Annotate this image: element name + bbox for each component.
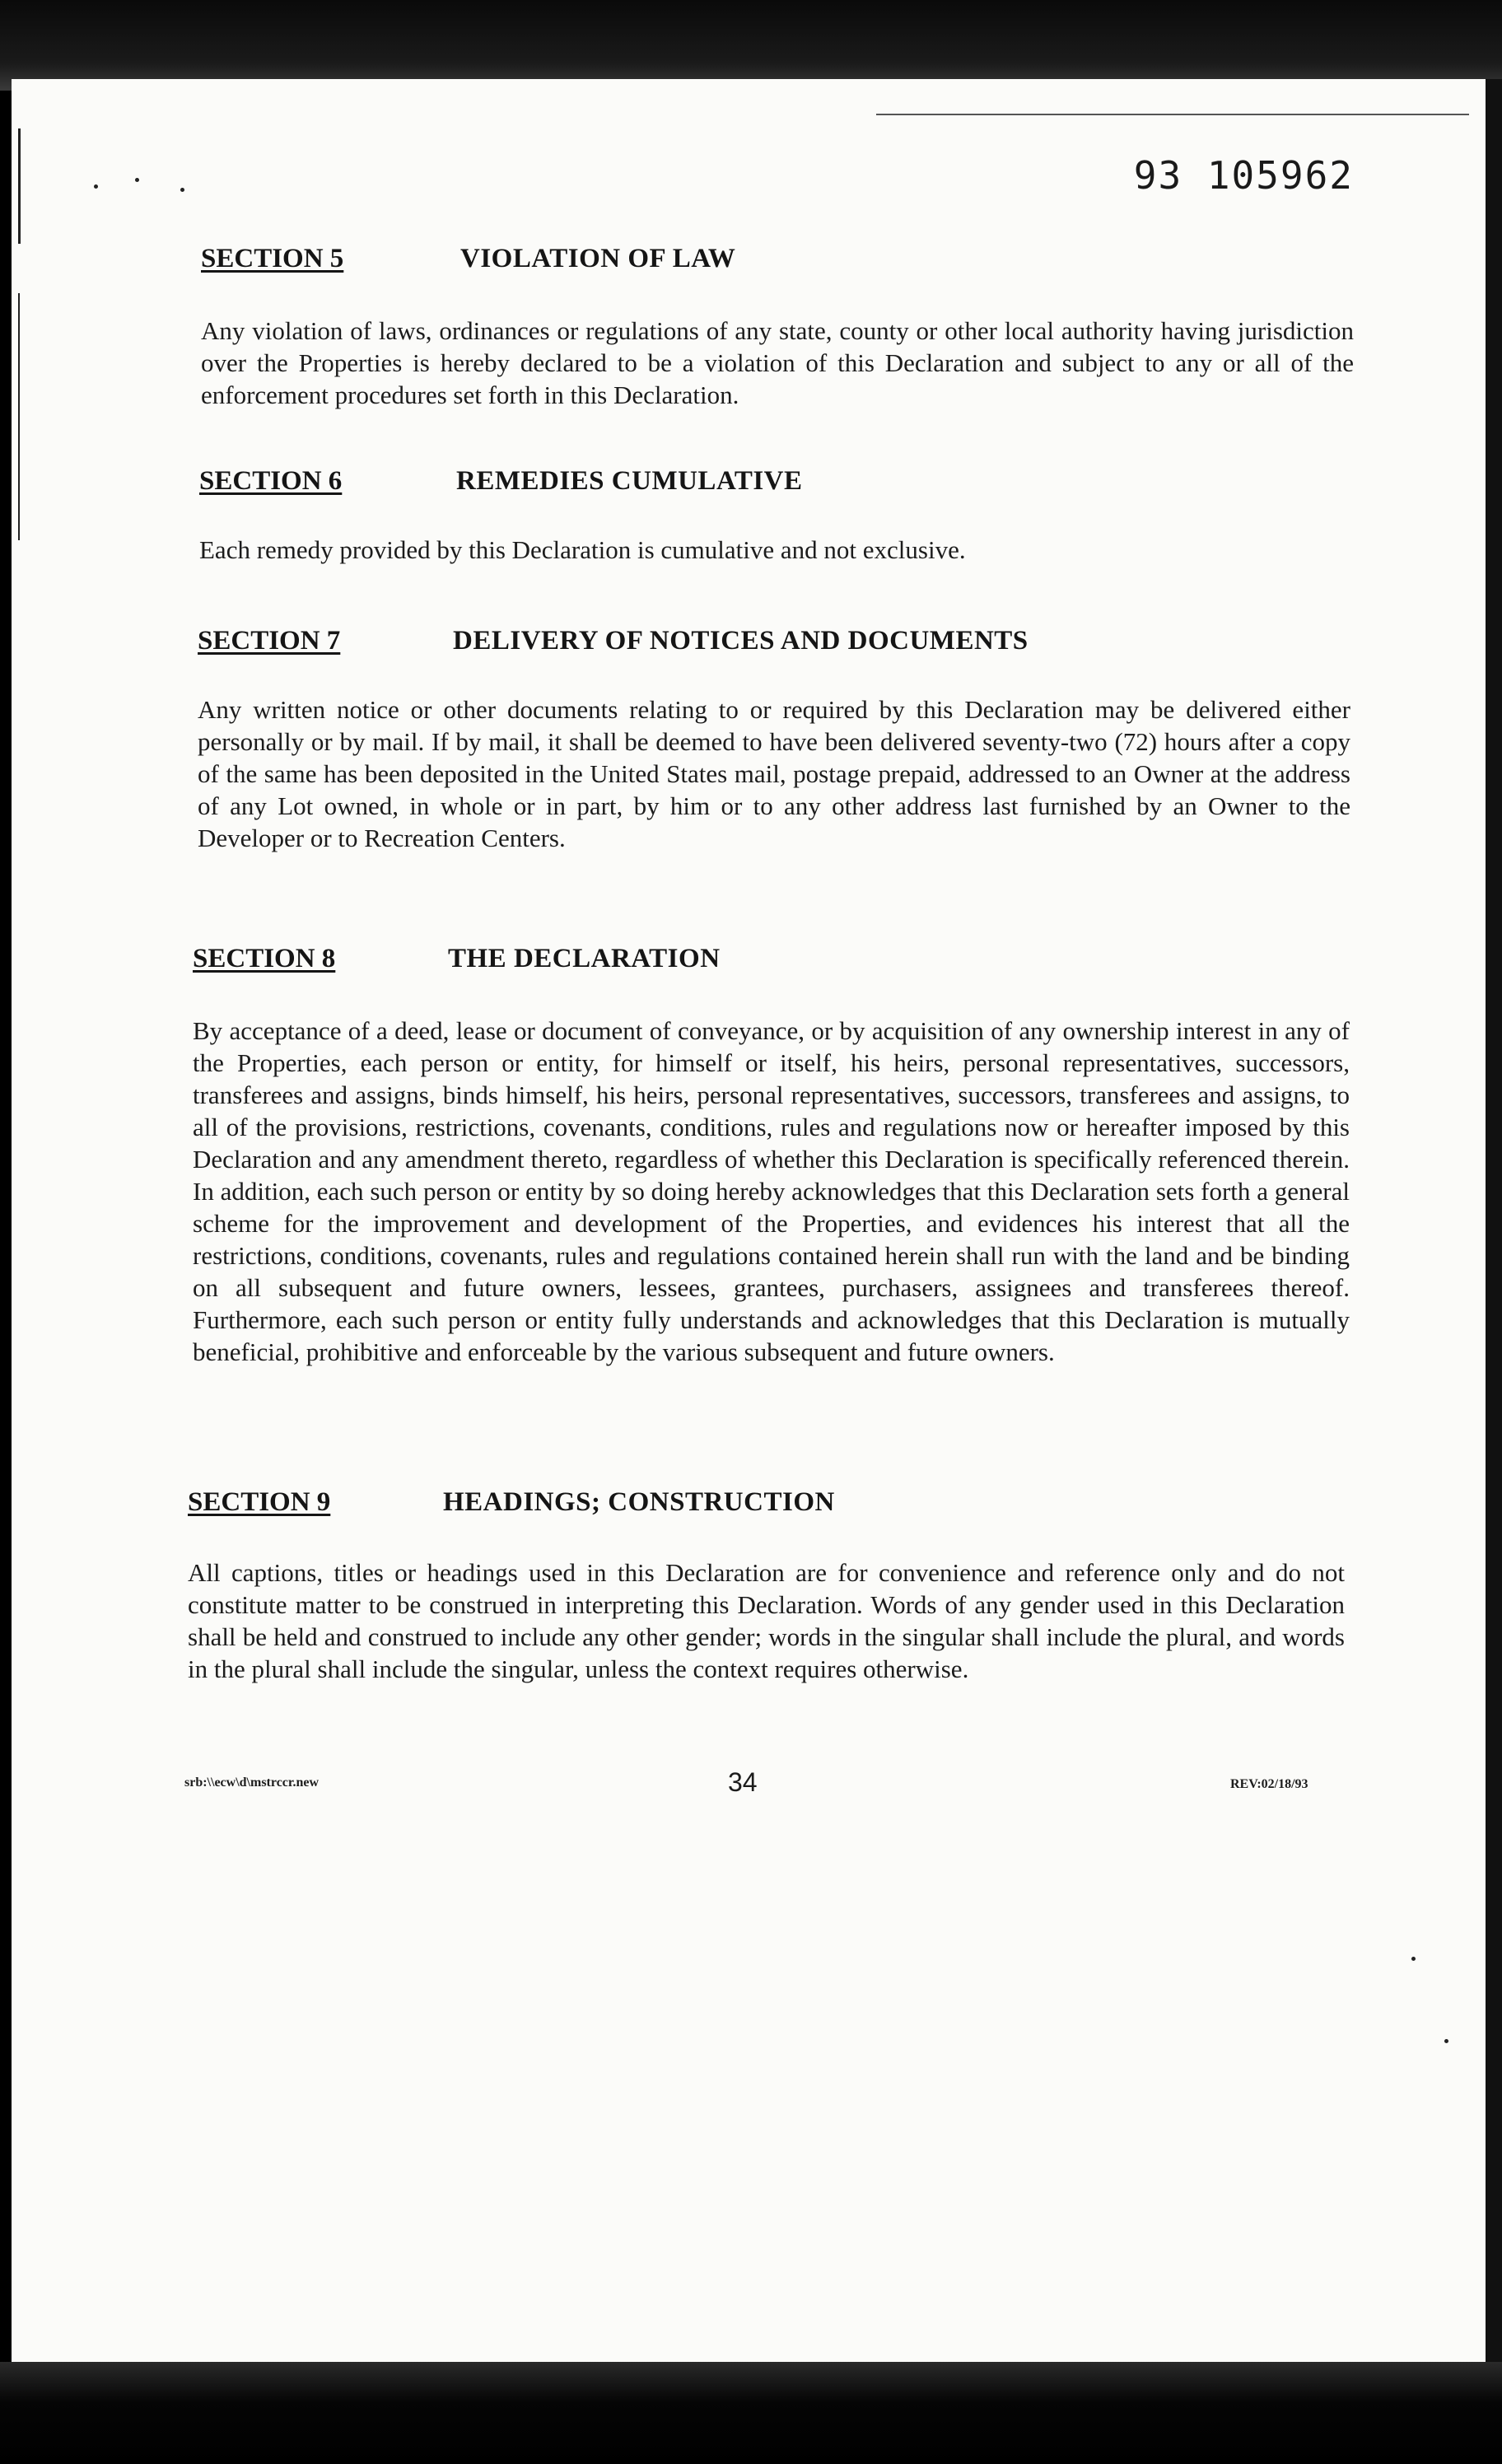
section-label: SECTION 5 xyxy=(201,244,344,273)
scan-artifact xyxy=(18,128,21,244)
section-title: THE DECLARATION xyxy=(448,944,721,973)
section-title: HEADINGS; CONSTRUCTION xyxy=(443,1487,835,1517)
document-page xyxy=(12,79,1486,2362)
section-label: SECTION 6 xyxy=(199,466,343,496)
section-body: Any written notice or other documents relating to or required by this Declaration may be delivered either personally or by mail. If by mail, it shall be deemed to have been delivered seventy-two (72) hours after a copy of the same has been deposited in the United States mail, postage prepaid, addressed to an Owner at the address of any Lot owned, in whole or in part, by him or to any other address last furnished by an Owner to the Developer or to Recreation Centers. xyxy=(198,695,1350,852)
section-label: SECTION 9 xyxy=(188,1487,331,1517)
section-title: DELIVERY OF NOTICES AND DOCUMENTS xyxy=(453,626,1029,656)
scan-right-border xyxy=(1486,79,1502,2362)
section-9 xyxy=(12,1487,1486,1683)
section-title: REMEDIES CUMULATIVE xyxy=(456,466,803,496)
section-heading xyxy=(12,244,1486,285)
section-body: By acceptance of a deed, lease or document of conveyance, or by acquisition of any ownership interest in any of the Properties, each person or entity, for himself or itself, his heirs, personal representatives, successors, transferees and assigns, binds himself, his heirs, personal representatives, successors, transferees and assigns, to all of the provisions, restrictions, covenants, conditions, rules and regulations now or hereafter imposed by this Declaration and any amendment thereto, regardless of whether this Declaration is specifically referenced therein. In addition, each such person or entity by so doing hereby acknowledges that this Declaration sets forth a general scheme for the improvement and development of the Properties, and evidences his interest that all the restrictions, conditions, covenants, rules and regulations contained herein shall run with the land and be binding on all subsequent and future owners, lessees, grantees, purchasers, assignees and transferees thereof. Furthermore, each such person or entity fully understands and acknowledges that this Declaration is mutually beneficial, prohibitive and enforceable by the various subsequent and future owners. xyxy=(193,1016,1350,1366)
footer-revision: REV:02/18/93 xyxy=(1230,1777,1308,1791)
scan-artifact xyxy=(876,114,1469,115)
section-heading xyxy=(12,944,1486,985)
scan-artifact xyxy=(94,184,98,189)
page-number: 34 xyxy=(728,1767,758,1797)
section-body: Any violation of laws, ordinances or regulations of any state, county or other local authority having jurisdiction over the Properties is hereby declared to be a violation of this Declaration and subject to any or all of the enforcement procedures set forth in this Declaration. xyxy=(201,316,1354,409)
footer-file-path: srb:\\ecw\d\mstrccr.new xyxy=(184,1776,320,1790)
scan-bottom-border xyxy=(0,2362,1502,2464)
page-footer xyxy=(12,1767,1486,1800)
section-body: Each remedy provided by this Declaration is cumulative and not exclusive. xyxy=(199,535,966,564)
section-6 xyxy=(12,466,1486,564)
section-title: VIOLATION OF LAW xyxy=(460,244,736,273)
section-label: SECTION 8 xyxy=(193,944,336,973)
scan-artifact xyxy=(1444,2039,1448,2043)
section-label: SECTION 7 xyxy=(198,626,341,656)
section-heading xyxy=(12,626,1486,667)
document-number: 93 105962 xyxy=(1133,153,1354,198)
scan-top-border xyxy=(0,0,1502,91)
section-heading xyxy=(12,466,1486,507)
section-7 xyxy=(12,626,1486,852)
section-8 xyxy=(12,944,1486,1366)
section-body: All captions, titles or headings used in this Declaration are for convenience and reference only and do not constitute matter to be construed in interpreting this Declaration. Words of any gender used in this Declaration shall be held and construed to include any other gender; words in the singular shall include the plural, and words in the plural shall include the singular, unless the context requires otherwise. xyxy=(188,1558,1345,1683)
scan-artifact xyxy=(135,178,139,182)
section-heading xyxy=(12,1487,1486,1528)
scan-artifact xyxy=(1411,1957,1416,1961)
scan-artifact xyxy=(180,188,184,192)
section-5 xyxy=(12,244,1486,409)
